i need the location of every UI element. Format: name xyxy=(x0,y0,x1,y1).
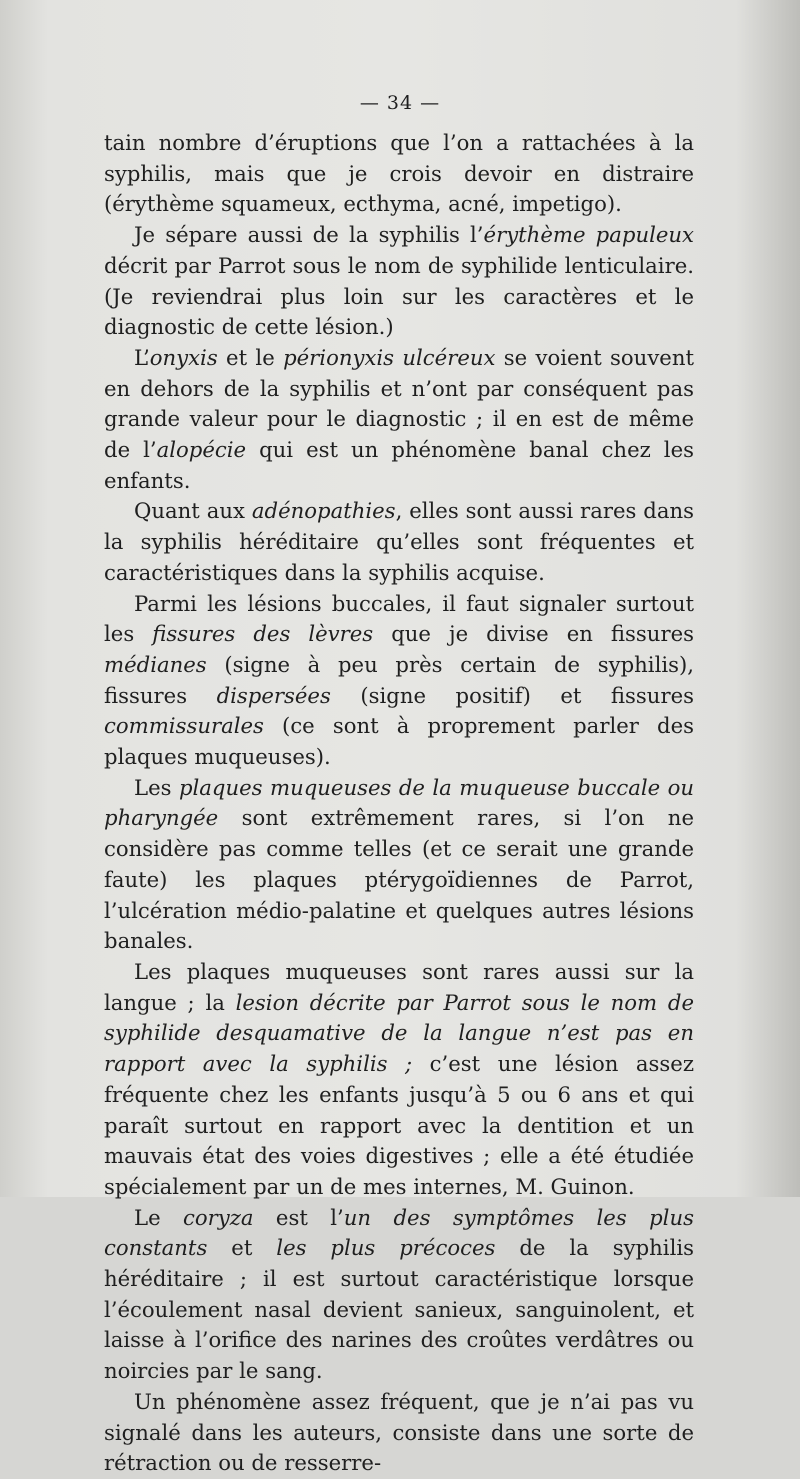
body-text xyxy=(104,128,694,1479)
text-span: sont extrêmement rares, si l’on ne considère pas comme telles (et ce serait une grande faute) les plaques ptérygoïdiennes de Parrot, l’ulcération médio-palatine et quelques autres lésions banales. xyxy=(104,805,694,954)
text-span: et le xyxy=(217,344,284,370)
paragraph xyxy=(104,773,694,957)
text-span: L’ xyxy=(134,344,150,370)
paragraph xyxy=(104,220,694,343)
text-span: se voient souvent en dehors de la syphilis et n’ont par conséquent pas grande valeur pour le diagnostic ; il en est de même de l’ xyxy=(104,344,694,463)
paragraph xyxy=(104,957,694,1203)
italic-text: érythème papuleux xyxy=(483,222,694,248)
paragraph xyxy=(104,1203,694,1387)
text-span: que je divise en fissures xyxy=(373,621,694,647)
text-span: (ce sont à proprement parler des plaques muqueuses). xyxy=(104,713,694,770)
italic-text: coryza xyxy=(183,1204,254,1230)
italic-text: onyxis xyxy=(149,344,218,370)
text-span: , elles sont aussi rares dans la syphilis héréditaire qu’elles sont fréquentes et caractéristiques dans la syphilis acquise. xyxy=(104,498,694,585)
italic-text: alopécie xyxy=(156,437,247,463)
text-span: Je sépare aussi de la syphilis l’ xyxy=(134,222,484,248)
paragraph xyxy=(104,589,694,773)
italic-text: plaques muqueuses de la muqueuse buccale ou pharyngée xyxy=(104,774,694,831)
text-span: Les plaques muqueuses sont rares aussi sur la langue ; la xyxy=(104,958,694,1015)
italic-text: fissures des lèvres xyxy=(152,621,374,647)
text-span: (signe positif) et fissures xyxy=(330,682,694,708)
text-span: qui est un phénomène banal chez les enfants. xyxy=(104,437,694,493)
italic-text: périonyxis ulcéreux xyxy=(283,344,496,370)
text-span: Un phénomène assez fréquent, que je n’ai pas vu signalé dans les auteurs, consiste dans une sorte de rétraction ou de resserre- xyxy=(104,1388,694,1476)
paragraph xyxy=(104,496,694,588)
text-span: Quant aux xyxy=(134,498,252,524)
paragraph xyxy=(104,128,694,220)
text-span: de la syphilis héréditaire ; il est surtout caractéristique lorsque l’écoulement nasal devient sanieux, sanguinolent, et laisse à l’orifice des narines des croûtes verdâtres ou noircies par le sang. xyxy=(104,1235,695,1384)
italic-text: les plus précoces xyxy=(276,1235,496,1261)
text-span: tain nombre d’éruptions que l’on a rattachées à la syphilis, mais que je crois devoir en distraire (érythème squameux, ecthyma, acné, impetigo). xyxy=(104,130,694,217)
text-span: (signe à peu près certain de syphilis), fissures xyxy=(104,651,694,708)
italic-text: dispersées xyxy=(216,682,331,708)
paragraph xyxy=(104,1387,694,1479)
text-span: Parmi les lésions buccales, il faut signaler surtout les xyxy=(104,590,694,647)
text-span: et xyxy=(207,1235,277,1261)
italic-text: lesion décrite par Parrot sous le nom de syphilide desquamative de la langue n’est pas en rapport avec la syphilis ; xyxy=(104,989,694,1077)
paragraph xyxy=(104,343,694,497)
text-span: c’est une lésion assez fréquente chez les enfants jusqu’à 5 ou 6 ans et qui paraît surtout en rapport avec la dentition et un mauvais état des voies digestives ; elle a été étudiée spécialement par un de mes internes, M. Guinon. xyxy=(104,1051,694,1199)
italic-text: commissurales xyxy=(104,713,264,739)
text-span: est l’ xyxy=(253,1204,344,1230)
text-span: décrit par Parrot sous le nom de syphilide lenticulaire. (Je reviendrai plus loin sur les caractères et le diagnostic de cette lésion.) xyxy=(104,252,694,340)
italic-text: médianes xyxy=(104,651,207,677)
text-span: Les xyxy=(134,774,179,800)
text-span: Le xyxy=(134,1204,184,1230)
italic-text: un des symptômes les plus constants xyxy=(104,1204,694,1261)
page-number: — 34 — xyxy=(359,92,441,114)
italic-text: adénopathies xyxy=(251,498,396,524)
